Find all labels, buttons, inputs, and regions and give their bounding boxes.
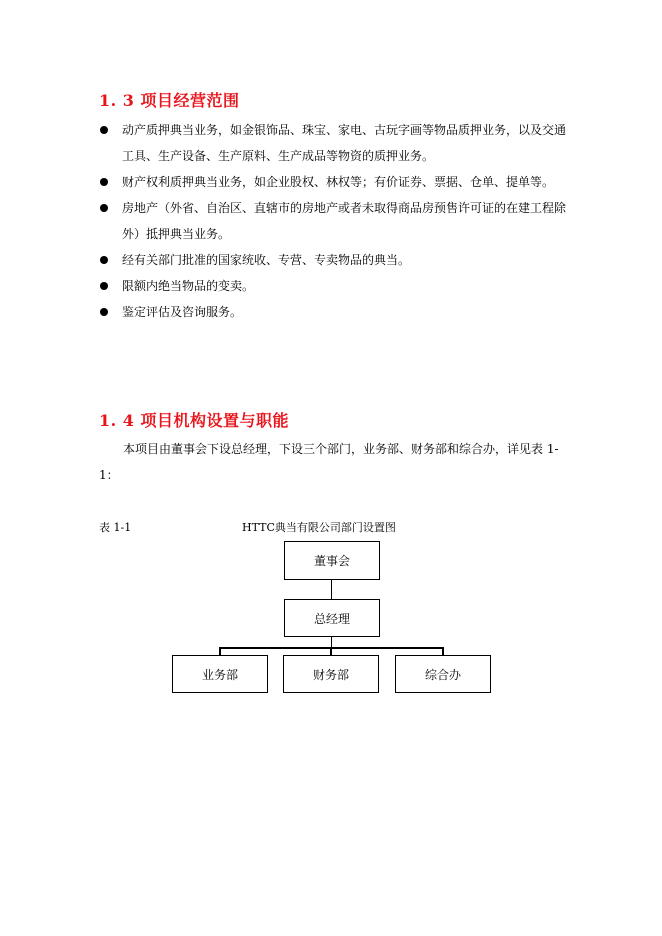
list-item-text: 财产权利质押典当业务，如企业股权、林权等；有价证券、票据、仓单、提单等。 [122,175,555,189]
list-item [99,117,569,169]
bullet-icon [100,126,108,134]
org-box-gm: 总经理 [284,599,380,637]
list-item [99,169,569,195]
bullet-icon [100,256,108,264]
bullet-icon [100,178,108,186]
list-item-text: 动产质押典当业务，如金银饰品、珠宝、家电、古玩字画等物品质押业务，以及交通工具、生产设备、生产原料、生产成品等物资的质押业务。 [122,123,567,163]
bullet-icon [100,204,108,212]
section-heading-1-3: 1. 3 项目经营范围 [99,91,240,110]
list-item-text: 鉴定评估及咨询服务。 [122,305,243,319]
list-item [99,299,569,325]
table-label: 表 1-1 [99,521,132,534]
bullet-icon [100,308,108,316]
bullet-icon [100,282,108,290]
connector-line [331,580,332,599]
business-scope-list [99,117,569,325]
list-item [99,195,569,247]
list-item-text: 经有关部门批准的国家统收、专营、专卖物品的典当。 [122,253,411,267]
org-box-board: 董事会 [284,541,380,580]
org-box-finance-dept: 财务部 [283,655,379,693]
org-chart-title: HTTC典当有限公司部门设置图 [242,521,396,534]
list-item-text: 房地产（外省、自治区、直辖市的房地产或者未取得商品房预售许可证的在建工程除外）抵押典当业务。 [122,201,567,241]
org-box-general-office: 综合办 [395,655,491,693]
list-item-text: 限额内绝当物品的变卖。 [122,279,255,293]
section-heading-1-4: 1. 4 项目机构设置与职能 [99,411,289,430]
org-intro-paragraph: 本项目由董事会下设总经理，下设三个部门，业务部、财务部和综合办，详见表 1-1： [99,442,559,482]
org-box-business-dept: 业务部 [172,655,268,693]
list-item [99,273,569,299]
list-item [99,247,569,273]
